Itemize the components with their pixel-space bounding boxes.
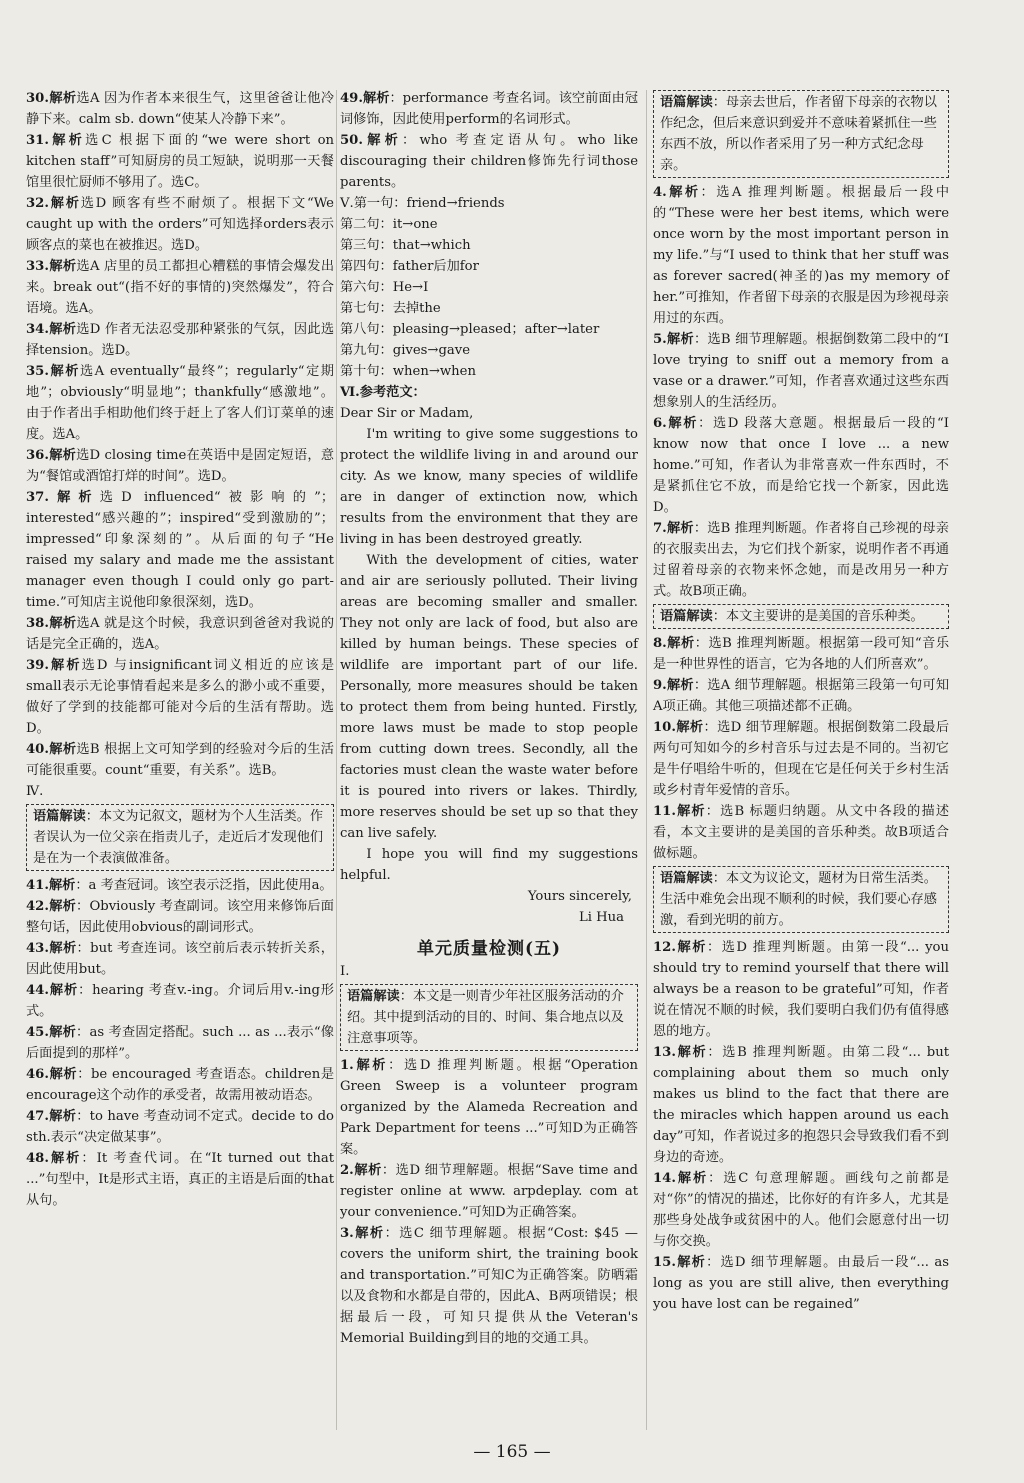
answer-number: 31. xyxy=(26,133,49,148)
correction-line: 第三句：that→which xyxy=(340,238,471,253)
answer-item xyxy=(26,319,334,361)
answer-item xyxy=(653,801,949,864)
answer-label: 解析 xyxy=(48,1025,77,1040)
salutation: Dear Sir or Madam, xyxy=(340,406,474,421)
answer-item xyxy=(26,980,334,1022)
box-label: 语篇解读 xyxy=(33,809,86,824)
answer-label: 解析 xyxy=(48,364,80,379)
answer-list xyxy=(26,88,334,781)
answer-label: 解析 xyxy=(48,983,79,998)
answer-label: 解析 xyxy=(666,185,701,200)
box-text: ：本文为议论文，题材为日常生活类。生活中难免会出现不顺利的时候，我们要心存感激，看到光明的前方。 xyxy=(660,871,937,928)
answer-label: 解析 xyxy=(353,1058,389,1073)
box-text: ：本文主要讲的是美国的音乐种类。 xyxy=(712,609,924,624)
answer-text: 选D influenced“被影响的”；interested“感兴趣的”；inspired“受到激励的”；impressed“印象深刻的”。从后面的句子“He raised my salary and made me the assistant manager even though I could only go part-time.”可知店主说他印象很深刻，选D。 xyxy=(26,490,335,610)
answer-number: 34. xyxy=(26,322,49,337)
answer-text: ：选B 标题归纳题。从文中各段的描述看，本文主要讲的是美国的音乐种类。故B项适合做标题。 xyxy=(653,804,950,861)
answer-text: 选A 就是这个时候，我意识到爸爸对我说的话是完全正确的，选A。 xyxy=(26,616,335,652)
answer-list xyxy=(26,875,334,1211)
answer-number: 8. xyxy=(653,636,667,651)
box-label: 语篇解读 xyxy=(347,989,400,1004)
answer-item xyxy=(26,445,334,487)
box-text: ：母亲去世后，作者留下母亲的衣物以作纪念，但后来意识到爱并不意味着紧抓住一些东西不放，所以作者采用了另一种方式纪念母亲。 xyxy=(660,95,937,173)
answer-text: ：performance 考查名词。该空前面由冠词修饰，因此使用perform的名词形式。 xyxy=(340,91,639,127)
answer-number: 35. xyxy=(26,364,49,379)
answer-item xyxy=(26,1022,334,1064)
answer-item xyxy=(653,717,949,801)
answer-list xyxy=(340,1055,638,1349)
answer-number: 40. xyxy=(26,742,49,757)
answer-number: 37. xyxy=(26,490,49,505)
answer-label: 解析 xyxy=(48,133,86,148)
answer-label: 解析 xyxy=(675,804,706,819)
box-label: 语篇解读 xyxy=(660,95,713,110)
answer-number: 48. xyxy=(26,1151,49,1166)
answer-item xyxy=(653,329,949,413)
answer-label: 解析 xyxy=(353,1226,385,1241)
answer-text: 选A 店里的员工都担心糟糕的事情会爆发出来。break out“(指不好的事情的)突然爆发”，符合语境。选A。 xyxy=(26,259,335,316)
answer-text: ：选B 细节理解题。根据倒数第二段中的“I love trying to sniff out a memory from a vase or a drawer.”可知，作者喜欢通过这些东西想象别人的生活经历。 xyxy=(653,332,950,410)
correction-list xyxy=(340,193,638,382)
passage-summary-box xyxy=(653,90,949,178)
essay-paragraph: I hope you will find my suggestions helpful. xyxy=(340,847,638,883)
answer-label: 解析 xyxy=(353,1163,382,1178)
sample-essay xyxy=(340,424,638,886)
answer-number: 42. xyxy=(26,899,49,914)
answer-item xyxy=(26,193,334,256)
answer-label: 解析 xyxy=(48,1109,77,1124)
answer-text: ：Obviously 考查副词。该空用来修饰后面整句话，因此使用obvious的副词形式。 xyxy=(26,899,334,935)
answer-number: 14. xyxy=(653,1171,676,1186)
answer-label: 解析 xyxy=(48,196,81,211)
answer-item xyxy=(653,1168,949,1252)
left-column xyxy=(26,88,334,1211)
answer-item xyxy=(26,1106,334,1148)
answer-item xyxy=(26,130,334,193)
answer-text: 选C 根据下面的“we were short on kitchen staff”可知厨房的员工短缺，说明那一天餐馆里很忙厨师不够用了。选C。 xyxy=(26,133,334,190)
answer-item xyxy=(26,613,334,655)
answer-label: 解析 xyxy=(48,91,77,106)
answer-text: ：选A 推理判断题。根据最后一段中的“These were her best items, which were once worn by the most important person in my life.”与“I used to think that her stuff was as forever sacred(神圣的)as my memory of her.”可推知，作者留下母亲的衣服是因为珍视母亲用过的东西。 xyxy=(653,185,950,326)
answer-item xyxy=(26,739,334,781)
correction-line: Ⅴ.第一句：friend→friends xyxy=(340,196,505,211)
answer-item xyxy=(26,1064,334,1106)
answer-label: 解析 xyxy=(675,940,707,955)
answer-number: 33. xyxy=(26,259,49,274)
answer-text: ：It 考查代词。在“It turned out that ...”句型中，It是形式主语，真正的主语是后面的that从句。 xyxy=(26,1151,335,1208)
answer-label: 解析 xyxy=(666,416,699,431)
answer-item xyxy=(26,1148,334,1211)
box-label: 语篇解读 xyxy=(660,871,713,886)
answer-text: ：选D 段落大意题。根据最后一段的“I know now that once I love ... a new home.”可知，作者认为非常喜欢一件东西时，不是紧抓住它不放，而是给它找一个新家，因此选D。 xyxy=(653,416,950,515)
answer-list xyxy=(653,633,949,864)
essay-paragraph: I'm writing to give some suggestions to protect the wildlife living in and around our city. As we know, many species of wildlife are in danger of extinction now, which results from the environment that they are living in has been destroyed greatly. xyxy=(340,427,638,547)
answer-text: ：选A 细节理解题。根据第三段第一句可知A项正确。其他三项描述都不正确。 xyxy=(653,678,950,714)
answer-number: 43. xyxy=(26,941,49,956)
answer-number: 46. xyxy=(26,1067,49,1082)
answer-number: 5. xyxy=(653,332,667,347)
answer-number: 44. xyxy=(26,983,49,998)
box-text: ：本文是一则青少年社区服务活动的介绍。其中提到活动的目的、时间、集合地点以及注意事项等。 xyxy=(347,989,624,1046)
answer-item xyxy=(653,413,949,518)
answer-label: 解析 xyxy=(48,322,77,337)
answer-text: ：but 考查连词。该空前后表示转折关系，因此使用but。 xyxy=(26,941,334,977)
answer-text: ：to have 考查动词不定式。decide to do sth.表示“决定做某事”。 xyxy=(26,1109,334,1145)
answer-item xyxy=(340,1223,638,1349)
passage-summary-box xyxy=(26,804,334,871)
answer-label: 解析 xyxy=(48,1151,82,1166)
answer-number: 2. xyxy=(340,1163,354,1178)
answer-label: 解析 xyxy=(666,332,694,347)
answer-item xyxy=(653,1042,949,1168)
answer-number: 3. xyxy=(340,1226,354,1241)
answer-item xyxy=(653,937,949,1042)
answer-label: 解析 xyxy=(675,720,704,735)
correction-line: 第十句：when→when xyxy=(340,364,476,379)
answer-label: 解析 xyxy=(666,521,694,536)
column-divider xyxy=(336,90,337,1430)
answer-number: 36. xyxy=(26,448,49,463)
correction-line: 第九句：gives→gave xyxy=(340,343,471,358)
column-divider xyxy=(646,90,647,1430)
answer-text: ：选C 句意理解题。画线句之前都是对“你”的情况的描述，比你好的有许多人，尤其是那些身处战争或贫困中的人。他们会愿意付出一切与你交换。 xyxy=(653,1171,950,1249)
sample-essay-label: Ⅵ.参考范文： xyxy=(340,385,426,400)
box-label: 语篇解读 xyxy=(660,609,713,624)
answer-number: 32. xyxy=(26,196,49,211)
answer-label: 解析 xyxy=(48,1067,78,1082)
closing: Yours sincerely, xyxy=(527,889,632,904)
answer-label: 解析 xyxy=(362,133,403,148)
answer-item xyxy=(26,487,334,613)
answer-text: 选A eventually“最终”；regularly“定期地”；obviously“明显地”；thankfully“感激地”。由于作者出手相助他们终于赶上了客人们订菜单的速度。选A。 xyxy=(26,364,334,442)
passage-summary-box xyxy=(653,866,949,933)
passage-summary-box xyxy=(653,604,949,629)
answer-number: 41. xyxy=(26,878,49,893)
answer-text: 选A 因为作者本来很生气，这里爸爸让他冷静下来。calm sb. down“使某人冷静下来”。 xyxy=(26,91,335,127)
answer-number: 1. xyxy=(340,1058,354,1073)
answer-list xyxy=(653,937,949,1315)
answer-text: 选D 顾客有些不耐烦了。根据下文“We caught up with the orders”可知选择orders表示顾客点的菜也在被推迟。选D。 xyxy=(26,196,334,253)
answer-number: 7. xyxy=(653,521,667,536)
answer-text: ：选D 细节理解题。根据倒数第二段最后两句可知如今的乡村音乐与过去是不同的。当初它是牛仔唱给牛听的，但现在它是任何关于乡村生活或乡村青年爱情的音乐。 xyxy=(653,720,950,798)
answer-text: 选B 根据上文可知学到的经验对今后的生活可能很重要。count“重要，有关系”。选B。 xyxy=(26,742,334,778)
correction-line: 第四句：father后加for xyxy=(340,259,479,274)
answer-item xyxy=(340,1160,638,1223)
page-number: — 165 — xyxy=(473,1442,551,1462)
answer-text: ：选B 推理判断题。由第二段“... but complaining about them so much only makes us blind to the fact that there are the miracles which happen around us each day”可知，作者说过多的抱怨只会导致我们看不到身边的奇迹。 xyxy=(653,1045,950,1165)
answer-label: 解析 xyxy=(48,658,82,673)
answer-number: 47. xyxy=(26,1109,49,1124)
answer-text: ：as 考查固定搭配。such ... as ...表示“像后面提到的那样”。 xyxy=(26,1025,334,1061)
answer-label: 解析 xyxy=(362,91,390,106)
section-title: 单元质量检测(五) xyxy=(416,939,562,959)
answer-text: ：选D 推理判断题。根据“Operation Green Sweep is a volunteer program organized by the Alameda Recreation and Park Department for teens ...”可知D为正确答案。 xyxy=(340,1058,639,1157)
essay-paragraph: With the development of cities, water and air are seriously polluted. Their living areas are becoming smaller and smaller. They not only are lack of food, but also are killed by human beings. These species of wildlife are important part of our life. Personally, more measures should be taken to protect them from being hunted. Firstly, more laws must be made to stop people from cutting down trees. Secondly, all the factories must clean the waste water before it is poured into rivers or lakes. Thirdly, more reserves should be set up so that they can live safely. xyxy=(340,553,638,841)
answer-label: 解析 xyxy=(48,490,100,505)
answer-item xyxy=(26,875,334,896)
answer-label: 解析 xyxy=(48,941,77,956)
answer-text: ：选D 细节理解题。根据“Save time and register online at www. arpdeplay. com at your convenience.”可知D为正确答案。 xyxy=(340,1163,638,1220)
answer-label: 解析 xyxy=(48,259,77,274)
answer-item xyxy=(653,675,949,717)
answer-item xyxy=(26,896,334,938)
answer-label: 解析 xyxy=(666,636,695,651)
answer-label: 解析 xyxy=(666,678,694,693)
answer-label: 解析 xyxy=(48,742,77,757)
answer-item xyxy=(26,361,334,445)
answer-number: 39. xyxy=(26,658,49,673)
answer-number: 49. xyxy=(340,91,363,106)
answer-list xyxy=(340,88,638,193)
passage-summary-box xyxy=(340,984,638,1051)
answer-item xyxy=(26,938,334,980)
answer-item xyxy=(653,518,949,602)
answer-number: 9. xyxy=(653,678,667,693)
answer-text: ：hearing 考查v.-ing。介词后用v.-ing形式。 xyxy=(26,983,334,1019)
answer-item xyxy=(340,88,638,130)
answer-text: ：选C 细节理解题。根据“Cost: $45 — covers the uniform shirt, the training book and transportation.”可知C为正确答案。防晒霜以及食物和水都是自带的，因此A、B两项错误；根据最后一段，可知只提供从the Veteran's Memorial Building到目的地的交通工具。 xyxy=(340,1226,638,1346)
answer-item xyxy=(653,1252,949,1315)
answer-number: 6. xyxy=(653,416,667,431)
answer-number: 38. xyxy=(26,616,49,631)
answer-label: 解析 xyxy=(675,1171,709,1186)
right-column xyxy=(653,88,949,1315)
answer-label: 解析 xyxy=(48,878,76,893)
answer-text: 选D 与insignificant词义相近的应该是small表示无论事情看起来是多么的渺小或不重要，做好了学到的技能都可能对今后的生活有帮助。选D。 xyxy=(26,658,335,736)
correction-line: 第二句：it→one xyxy=(340,217,438,232)
answer-number: 4. xyxy=(653,185,667,200)
correction-line: 第七句：去掉the xyxy=(340,301,441,316)
answer-number: 11. xyxy=(653,804,676,819)
box-text: ：本文为记叙文，题材为个人生活类。作者误认为一位父亲在指责儿子，走近后才发现他们是在为一个表演做准备。 xyxy=(33,809,324,866)
answer-item xyxy=(653,633,949,675)
answer-number: 30. xyxy=(26,91,49,106)
answer-number: 13. xyxy=(653,1045,676,1060)
correction-line: 第八句：pleasing→pleased；after→later xyxy=(340,322,600,337)
answer-label: 解析 xyxy=(48,899,77,914)
answer-label: 解析 xyxy=(48,616,77,631)
answer-item xyxy=(26,256,334,319)
correction-line: 第六句：He→I xyxy=(340,280,429,295)
answer-item xyxy=(26,88,334,130)
answer-label: 解析 xyxy=(48,448,77,463)
answer-text: ：who 考查定语从句。who like discouraging their children修饰先行词those parents。 xyxy=(340,133,638,190)
answer-item xyxy=(340,130,638,193)
answer-number: 12. xyxy=(653,940,676,955)
signature: Li Hua xyxy=(578,910,624,925)
answer-text: 选D closing time在英语中是固定短语，意为“餐馆或酒馆打烊的时间”。选D。 xyxy=(26,448,335,484)
answer-text: ：选B 推理判断题。根据第一段可知“音乐是一种世界性的语言，它为各地的人们所喜欢”。 xyxy=(653,636,950,672)
answer-label: 解析 xyxy=(675,1045,708,1060)
answer-list xyxy=(653,182,949,602)
middle-column xyxy=(340,88,638,1349)
answer-text: ：选B 推理判断题。作者将自己珍视的母亲的衣服卖出去，为它们找个新家，说明作者不再通过留着母亲的衣物来怀念她，而是改用另一种方式。故B项正确。 xyxy=(653,521,949,599)
answer-number: 45. xyxy=(26,1025,49,1040)
answer-item xyxy=(340,1055,638,1160)
answer-number: 10. xyxy=(653,720,676,735)
answer-label: 解析 xyxy=(675,1255,707,1270)
answer-text: ：选D 推理判断题。由第一段“... you should try to remind yourself that there will always be a reason to be grateful”可知，作者说在情况不顺的时候，我们要明白我们仍有值得感恩的地方。 xyxy=(653,940,949,1039)
answer-item xyxy=(653,182,949,329)
answer-number: 15. xyxy=(653,1255,676,1270)
section-roman: Ⅰ. xyxy=(340,964,350,979)
answer-number: 50. xyxy=(340,133,363,148)
answer-item xyxy=(26,655,334,739)
answer-text: ：a 考查冠词。该空表示泛指，因此使用a。 xyxy=(75,878,333,893)
answer-text: ：be encouraged 考查语态。children是encourage这个动作的承受者，故需用被动语态。 xyxy=(26,1067,335,1103)
answer-text: ：选D 细节理解题。由最后一段“... as long as you are still alive, then everything you have lost can be regained” xyxy=(653,1255,950,1312)
answer-text: 选D 作者无法忍受那种紧张的气氛，因此选择tension。选D。 xyxy=(26,322,335,358)
section-roman: Ⅳ. xyxy=(26,784,44,799)
